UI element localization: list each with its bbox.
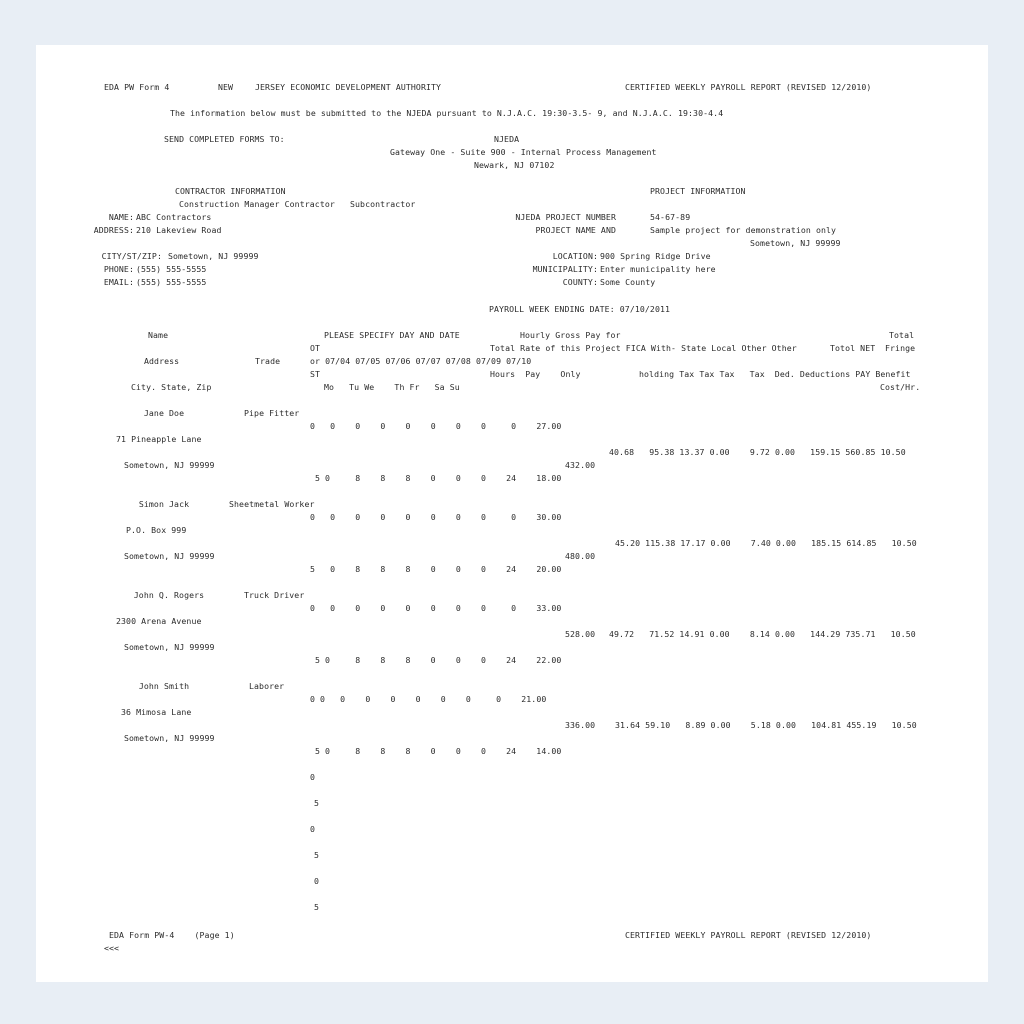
employee-deductions: 31.64 59.10 8.89 0.00 5.18 0.00 104.81 455.19 10.50 [615, 720, 917, 730]
report-title: CERTIFIED WEEKLY PAYROLL REPORT (REVISED 12/2010) [625, 82, 872, 92]
project-county-label: COUNTY: [562, 277, 598, 287]
blank-row-marker: 5 [314, 902, 320, 912]
footer-form-id: EDA Form PW-4 (Page 1) [109, 930, 235, 940]
employee-name: Jane Doe [143, 408, 185, 418]
employee-ot-row: 0 0 0 0 0 0 0 0 0 21.00 [310, 694, 547, 704]
col-hours-pay-only: Hours Pay Only [490, 369, 581, 379]
contractor-section: CONTRACTOR INFORMATION [175, 186, 286, 196]
employee-city: Sometown, NJ 99999 [124, 642, 215, 652]
employee-name: John Q. Rogers [133, 590, 205, 600]
col-trade: Trade [255, 356, 281, 366]
project-municipality: Enter municipality here [600, 264, 716, 274]
employee-st-row: 5 0 8 8 8 0 0 0 24 18.00 [315, 473, 562, 483]
payroll-week-ending: PAYROLL WEEK ENDING DATE: 07/10/2011 [489, 304, 671, 314]
send-address-2: Newark, NJ 07102 [474, 160, 555, 170]
contractor-address: 210 Lakeview Road [136, 225, 222, 235]
employee-city: Sometown, NJ 99999 [124, 733, 215, 743]
contractor-email: (555) 555-5555 [136, 277, 207, 287]
col-days: Mo Tu We Th Fr Sa Su [324, 382, 460, 392]
contractor-address-label: ADDRESS: [93, 225, 134, 235]
employee-gross: 528.00 [565, 629, 596, 639]
employee-address: 71 Pineapple Lane [116, 434, 202, 444]
project-number-label: NJEDA PROJECT NUMBER [515, 212, 616, 222]
col-ot: OT [310, 343, 321, 353]
project-name-label: PROJECT NAME AND [535, 225, 616, 235]
footer-marker: <<< [104, 943, 120, 953]
col-dates: or 07/04 07/05 07/06 07/07 07/08 07/09 07/10 [310, 356, 532, 366]
col-fringe: Fringe [885, 343, 916, 353]
footer-report-title: CERTIFIED WEEKLY PAYROLL REPORT (REVISED 12/2010) [625, 930, 872, 940]
blank-row-marker: 5 [314, 850, 320, 860]
col-city: City. State, Zip [131, 382, 212, 392]
col-name: Name [148, 330, 169, 340]
contractor-city: Sometown, NJ 99999 [168, 251, 259, 261]
employee-name: Simon Jack [138, 499, 190, 509]
col-total-rate: Total Rate of this Project FICA With- State Local Other Other [490, 343, 797, 353]
send-org: NJEDA [494, 134, 520, 144]
employee-city: Sometown, NJ 99999 [124, 551, 215, 561]
blank-row-marker: 0 [314, 876, 320, 886]
contractor-name: ABC Contractors [136, 212, 212, 222]
project-location: 900 Spring Ridge Drive [600, 251, 711, 261]
employee-st-row: 5 0 8 8 8 0 0 0 24 20.00 [310, 564, 562, 574]
contractor-roles: Construction Manager Contractor Subcontractor [179, 199, 416, 209]
employee-ot-row: 0 0 0 0 0 0 0 0 0 30.00 [310, 512, 562, 522]
employee-gross: 336.00 [565, 720, 596, 730]
agency-name: JERSEY ECONOMIC DEVELOPMENT AUTHORITY [255, 82, 442, 92]
employee-deductions: 49.72 71.52 14.91 0.00 8.14 0.00 144.29 735.71 10.50 [609, 629, 916, 639]
project-county: Some County [600, 277, 656, 287]
employee-address: P.O. Box 999 [126, 525, 187, 535]
project-location-label: LOCATION: [552, 251, 598, 261]
employee-deductions: 45.20 115.38 17.17 0.00 7.40 0.00 185.15 614.85 10.50 [615, 538, 917, 548]
col-totol-net: Totol NET [830, 343, 876, 353]
col-specify-day: PLEASE SPECIFY DAY AND DATE [324, 330, 460, 340]
new-label: NEW [218, 82, 234, 92]
form-id: EDA PW Form 4 [104, 82, 170, 92]
col-hourly-gross: Hourly Gross Pay for [520, 330, 621, 340]
send-address-1: Gateway One - Suite 900 - Internal Process Management [390, 147, 657, 157]
col-total: Total [889, 330, 915, 340]
employee-city: Sometown, NJ 99999 [124, 460, 215, 470]
col-st: ST [310, 369, 321, 379]
contractor-name-label: NAME: [108, 212, 134, 222]
project-section: PROJECT INFORMATION [650, 186, 746, 196]
contractor-city-label: CITY/ST/ZIP: [101, 251, 162, 261]
employee-name: John Smith [138, 681, 190, 691]
blank-row-marker: 0 [310, 824, 316, 834]
employee-deductions: 40.68 95.38 13.37 0.00 9.72 0.00 159.15 560.85 10.50 [609, 447, 906, 457]
employee-address: 36 Mimosa Lane [121, 707, 192, 717]
project-name-city: Sometown, NJ 99999 [750, 238, 841, 248]
col-holding: holding Tax Tax Tax Tax Ded. Deductions PAY Benefit [639, 369, 911, 379]
col-cost-hr: Cost/Hr. [880, 382, 921, 392]
employee-st-row: 5 0 8 8 8 0 0 0 24 22.00 [315, 655, 562, 665]
contractor-phone: (555) 555-5555 [136, 264, 207, 274]
employee-ot-row: 0 0 0 0 0 0 0 0 0 33.00 [310, 603, 562, 613]
blank-row-marker: 0 [310, 772, 316, 782]
project-name: Sample project for demonstration only [650, 225, 837, 235]
payroll-report-page [36, 45, 988, 982]
blank-row-marker: 5 [314, 798, 320, 808]
employee-trade: Laborer [249, 681, 285, 691]
employee-trade: Sheetmetal Worker [229, 499, 315, 509]
project-municipality-label: MUNICIPALITY: [532, 264, 598, 274]
contractor-email-label: EMAIL: [103, 277, 134, 287]
employee-address: 2300 Arena Avenue [116, 616, 202, 626]
project-number: 54-67-89 [650, 212, 691, 222]
send-label: SEND COMPLETED FORMS TO: [164, 134, 285, 144]
employee-ot-row: 0 0 0 0 0 0 0 0 0 27.00 [310, 421, 562, 431]
contractor-phone-label: PHONE: [103, 264, 134, 274]
employee-gross: 480.00 [565, 551, 596, 561]
employee-st-row: 5 0 8 8 8 0 0 0 24 14.00 [315, 746, 562, 756]
statute-line: The information below must be submitted to the NJEDA pursuant to N.J.A.C. 19:30-3.5- 9, and N.J.A.C. 19:30-4.4 [170, 108, 724, 118]
col-address: Address [144, 356, 180, 366]
employee-trade: Pipe Fitter [244, 408, 300, 418]
employee-trade: Truck Driver [244, 590, 305, 600]
employee-gross: 432.00 [565, 460, 596, 470]
